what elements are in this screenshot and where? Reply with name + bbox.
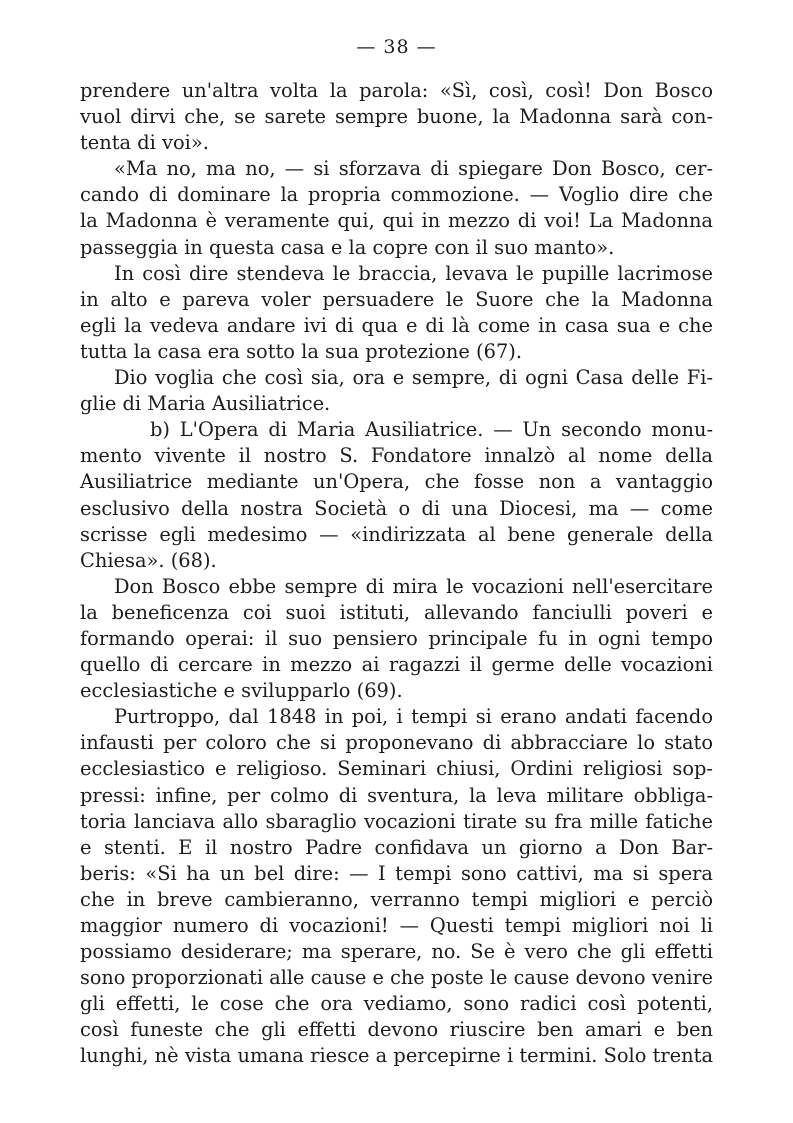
page-number: — 38 — xyxy=(356,36,437,58)
text-line: così funeste che gli effetti devono riuscire ben amari e ben xyxy=(80,1018,713,1042)
text-line: cando di dominare la propria commozione. — Voglio dire che xyxy=(80,183,713,207)
text-line: egli la vedeva andare ivi di qua e di là come in casa sua e che xyxy=(80,313,713,337)
text-line: tenta di voi». xyxy=(80,131,209,155)
text-line: ecclesiastico e religioso. Seminari chiusi, Ordini religiosi sop- xyxy=(80,757,713,781)
text-line: maggior numero di vocazioni! — Questi tempi migliori noi li xyxy=(80,914,713,937)
body-text xyxy=(80,78,713,1070)
text-line: pressi: infine, per colmo di sventura, la leva militare obbliga- xyxy=(80,783,713,807)
text-line: in alto e pareva voler persuadere le Suore che la Madonna xyxy=(80,287,713,311)
text-line: possiamo desiderare; ma sperare, no. Se è vero che gli effetti xyxy=(80,940,713,964)
text-line: formando operai: il suo pensiero principale fu in ogni tempo xyxy=(80,626,713,650)
text-line: toria lanciava allo sbaraglio vocazioni tirate su fra mille fatiche xyxy=(80,809,713,833)
text-line: scrisse egli medesimo — «indirizzata al bene generale della xyxy=(80,522,713,546)
text-line: quello di cercare in mezzo ai ragazzi il germe delle vocazioni xyxy=(80,653,713,677)
text-line: esclusivo della nostra Società o di una Diocesi, ma — come xyxy=(80,496,713,520)
text-line: Chiesa». (68). xyxy=(80,548,217,572)
text-line: gli effetti, le cose che ora vediamo, sono radici così potenti, xyxy=(80,992,713,1016)
text-line: b) L'Opera di Maria Ausiliatrice. — Un secondo monu- xyxy=(150,418,713,442)
text-line: glie di Maria Ausiliatrice. xyxy=(80,392,331,416)
text-line: tutta la casa era sotto la sua protezione (67). xyxy=(80,339,523,363)
text-line: passeggia in questa casa e la copre con il suo manto». xyxy=(80,235,615,259)
text-line: lunghi, nè vista umana riesce a percepirne i termini. Solo trenta xyxy=(80,1044,713,1068)
text-line: infausti per coloro che si proponevano di abbracciare lo stato xyxy=(80,731,713,755)
text-line: vuol dirvi che, se sarete sempre buone, la Madonna sarà con- xyxy=(80,105,713,129)
text-line: sono proporzionati alle cause e che poste le cause devono venire xyxy=(80,966,713,990)
text-line: la beneficenza coi suoi istituti, allevando fanciulli poveri e xyxy=(80,600,713,624)
text-line: mento vivente il nostro S. Fondatore innalzò al nome della xyxy=(80,444,713,468)
text-line: Dio voglia che così sia, ora e sempre, di ogni Casa delle Fi- xyxy=(114,366,713,390)
text-line: In così dire stendeva le braccia, levava le pupille lacrimose xyxy=(114,261,713,285)
text-line: Purtroppo, dal 1848 in poi, i tempi si erano andati facendo xyxy=(114,705,713,729)
text-line: Ausiliatrice mediante un'Opera, che fosse non a vantaggio xyxy=(80,470,713,494)
text-line: la Madonna è veramente qui, qui in mezzo di voi! La Madonna xyxy=(80,209,713,233)
text-line: «Ma no, ma no, — si sforzava di spiegare Don Bosco, cer- xyxy=(114,157,713,181)
text-line: Don Bosco ebbe sempre di mira le vocazioni nell'esercitare xyxy=(114,574,713,598)
text-line: prendere un'altra volta la parola: «Sì, così, così! Don Bosco xyxy=(80,79,713,102)
text-line: beris: «Si ha un bel dire: — I tempi sono cattivi, ma si spera xyxy=(80,861,713,885)
text-line: che in breve cambieranno, verranno tempi migliori e perciò xyxy=(80,887,713,911)
text-line: e stenti. E il nostro Padre confidava un giorno a Don Bar- xyxy=(80,835,713,859)
text-line: ecclesiastiche e svilupparlo (69). xyxy=(80,679,403,703)
